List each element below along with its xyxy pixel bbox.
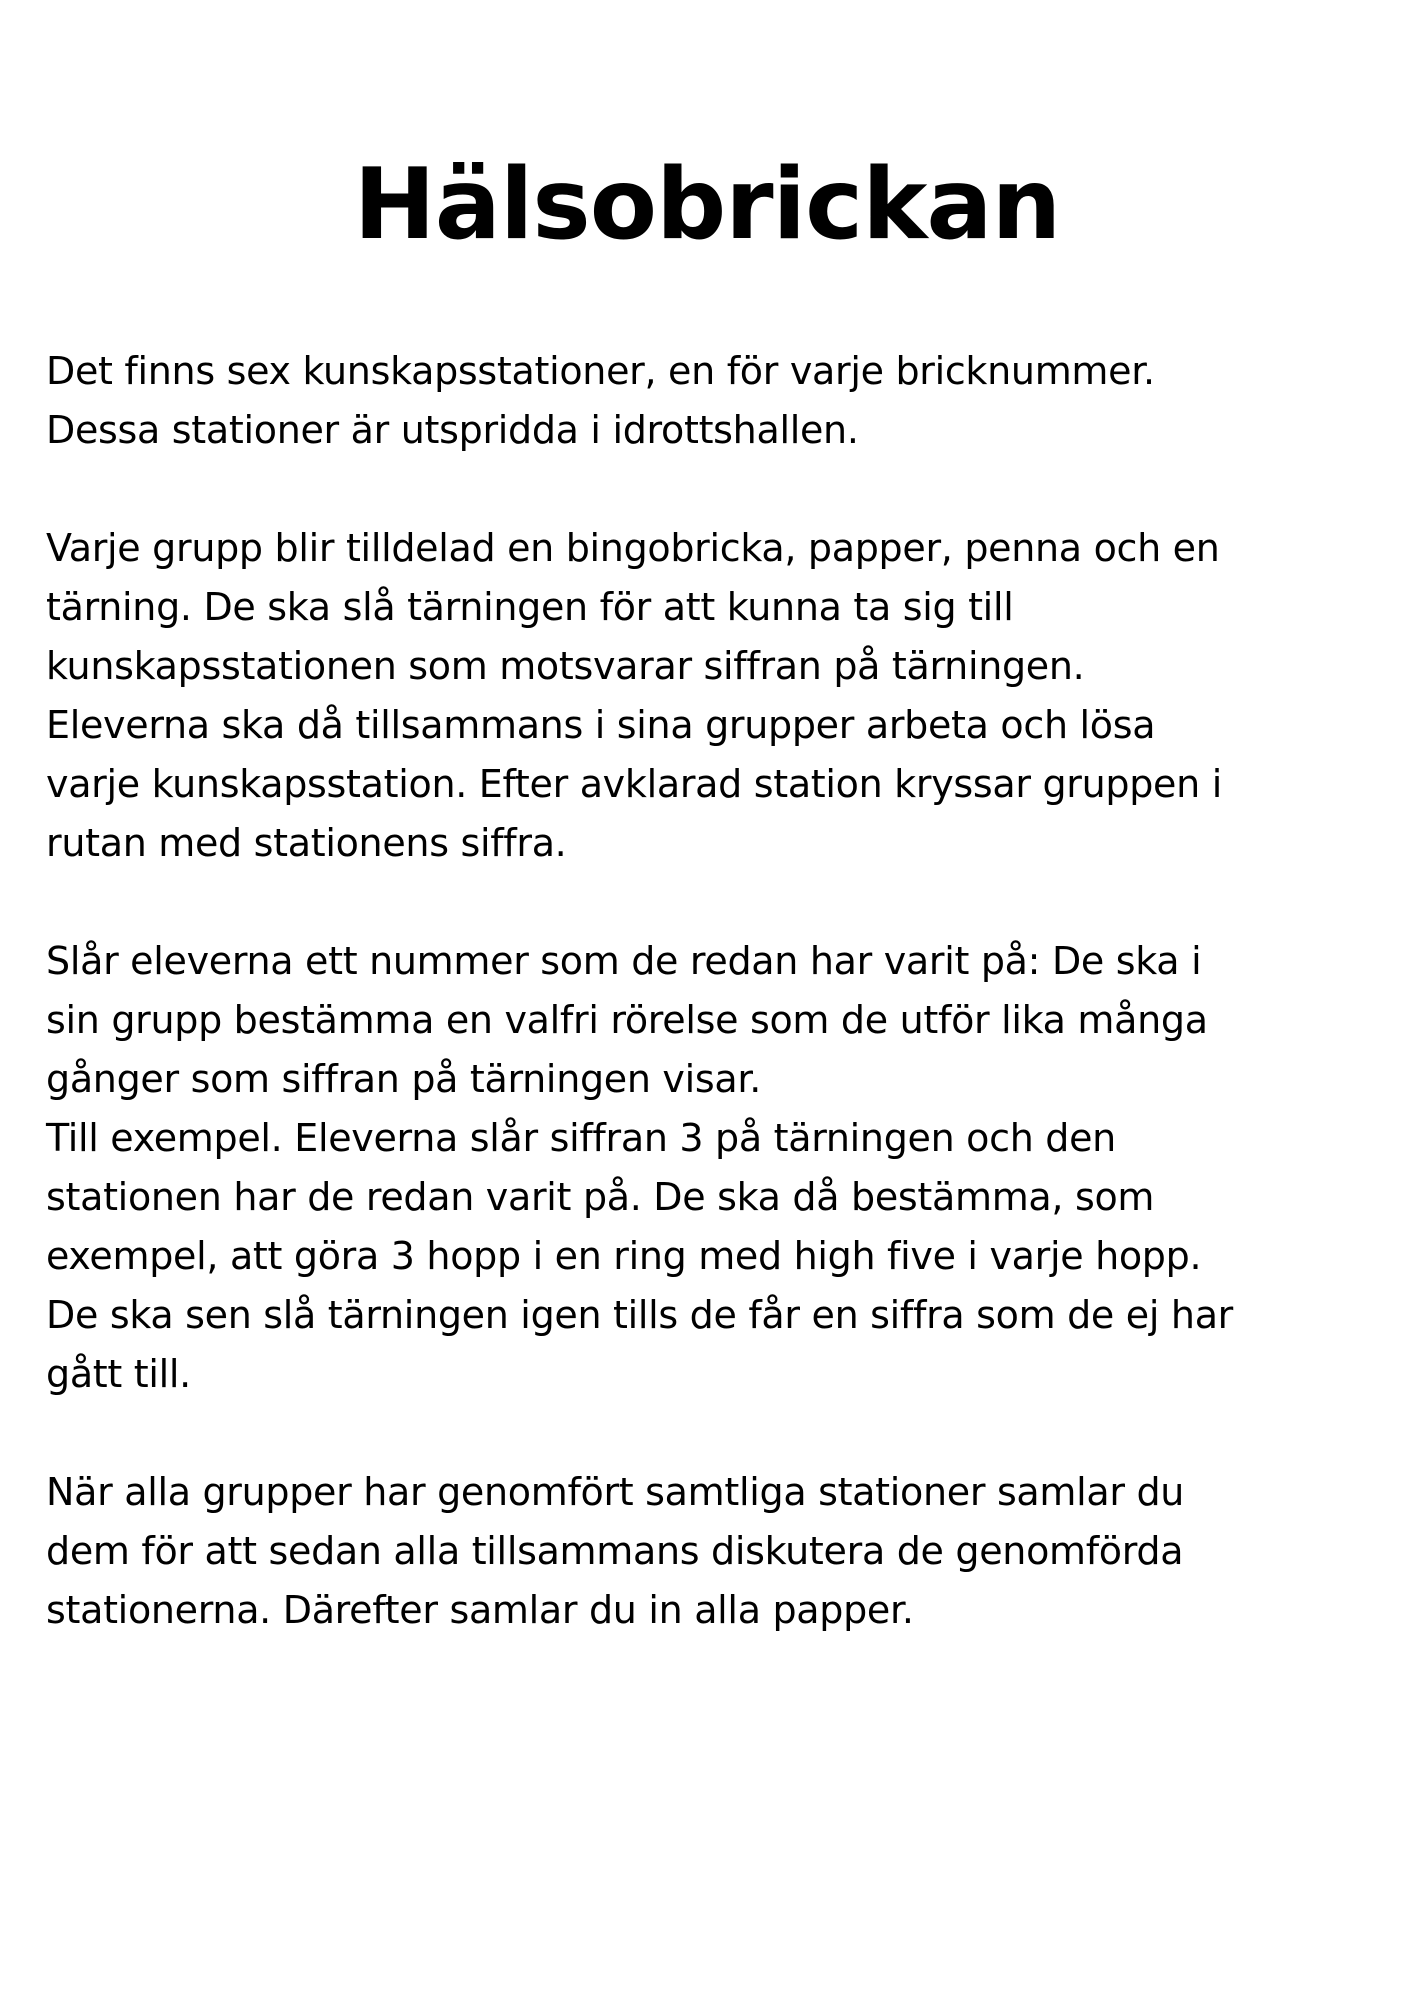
paragraph-repeat-rule [46, 932, 1386, 1404]
paragraph-conclusion [46, 1463, 1386, 1640]
paragraph-intro [46, 342, 1386, 460]
text-line: sin grupp bestämma en valfri rörelse som de utför lika många [46, 998, 1208, 1042]
text-line: gånger som siffran på tärningen visar. [46, 1057, 761, 1101]
text-line: Eleverna ska då tillsammans i sina grupper arbeta och lösa [46, 703, 1156, 747]
text-line: De ska sen slå tärningen igen tills de får en siffra som de ej har [46, 1293, 1233, 1337]
text-line: varje kunskapsstation. Efter avklarad station kryssar gruppen i [46, 762, 1222, 806]
text-line: Dessa stationer är utspridda i idrottshallen. [46, 408, 859, 452]
text-line: Det finns sex kunskapsstationer, en för varje bricknummer. [46, 349, 1155, 393]
text-line: gått till. [46, 1352, 191, 1396]
text-line: stationen har de redan varit på. De ska då bestämma, som [46, 1175, 1155, 1219]
text-line: Varje grupp blir tilldelad en bingobricka, papper, penna och en [46, 526, 1220, 570]
text-line: tärning. De ska slå tärningen för att kunna ta sig till [46, 585, 1014, 629]
paragraph-instructions [46, 519, 1386, 873]
text-line: Slår eleverna ett nummer som de redan har varit på: De ska i [46, 939, 1202, 983]
text-line: När alla grupper har genomfört samtliga stationer samlar du [46, 1470, 1185, 1514]
text-line: stationerna. Därefter samlar du in alla papper. [46, 1588, 914, 1632]
text-line: dem för att sedan alla tillsammans diskutera de genomförda [46, 1529, 1184, 1573]
text-line: kunskapsstationen som motsvarar siffran på tärningen. [46, 644, 1085, 688]
text-line: Till exempel. Eleverna slår siffran 3 på tärningen och den [46, 1116, 1116, 1160]
page-title: Hälsobrickan [353, 148, 1061, 262]
document-body [46, 342, 1386, 1699]
text-line: rutan med stationens siffra. [46, 821, 567, 865]
text-line: exempel, att göra 3 hopp i en ring med high five i varje hopp. [46, 1234, 1202, 1278]
